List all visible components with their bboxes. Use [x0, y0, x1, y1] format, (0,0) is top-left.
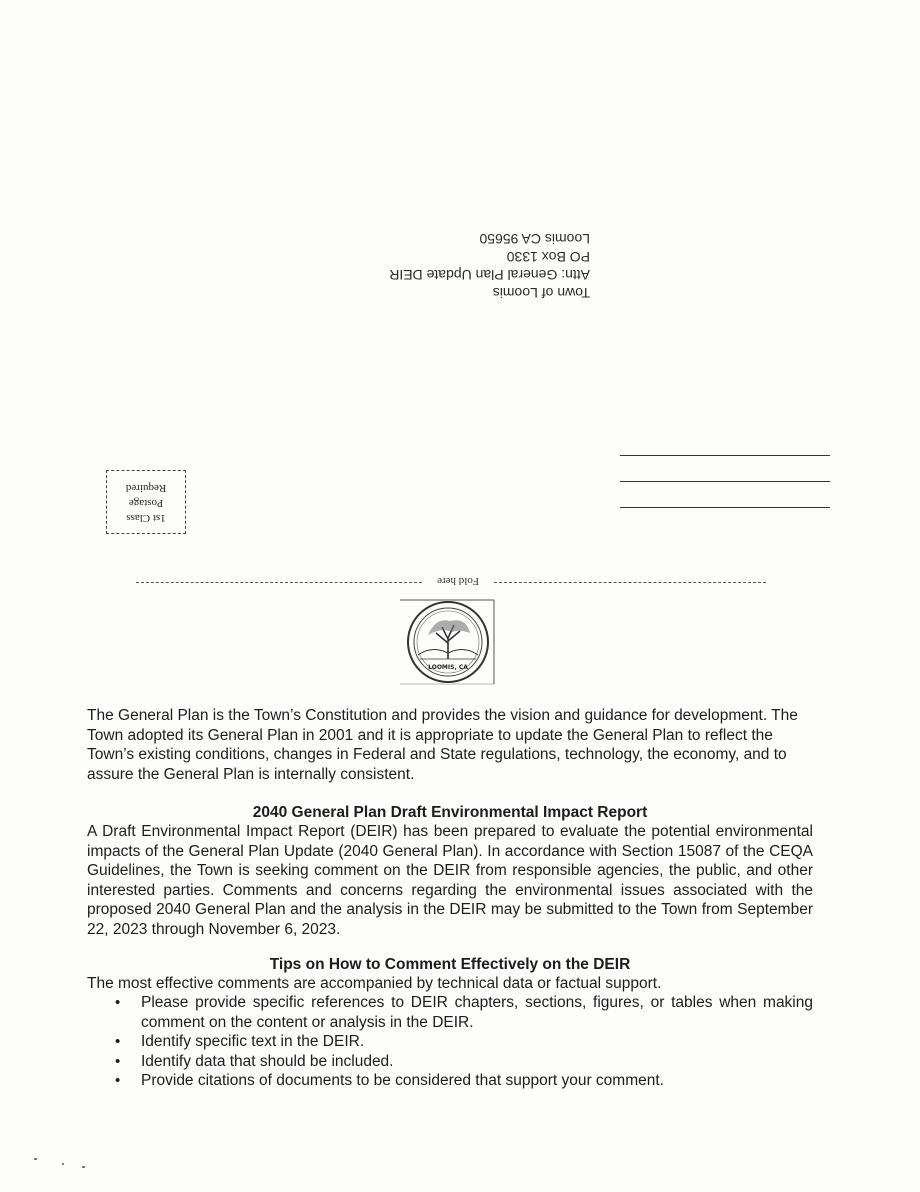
- seal-icon: [398, 599, 496, 685]
- tips-list: [113, 993, 813, 1091]
- tips-intro: The most effective comments are accompanied by technical data or factual support.: [87, 975, 662, 992]
- tips-heading: Tips on How to Comment Effectively on the DEIR: [269, 956, 631, 973]
- return-address-line: [620, 481, 830, 482]
- list-item: • Please provide specific references to DEIR chapters, sections, figures, or tables when making comment on the content or analysis in the DEIR.: [113, 993, 813, 1032]
- list-item: • Identify specific text in the DEIR.: [113, 1032, 813, 1052]
- address-line: PO Box 1330: [506, 249, 590, 265]
- mailing-address: [330, 230, 590, 302]
- return-address-line: [620, 507, 830, 508]
- list-item: • Provide citations of documents to be considered that support your comment.: [113, 1071, 813, 1091]
- postage-line: Postage: [128, 497, 164, 509]
- town-seal: [398, 599, 496, 685]
- postage-line: 1st Class: [126, 512, 166, 524]
- fold-label: Fold here: [437, 575, 479, 587]
- scan-speck: [34, 1158, 37, 1160]
- address-line: Town of Loomis: [492, 285, 590, 301]
- postage-box: [106, 470, 186, 534]
- address-line: Loomis CA 95650: [479, 231, 590, 247]
- return-address-line: [620, 455, 830, 456]
- deir-paragraph: A Draft Environmental Impact Report (DEIR) has been prepared to evaluate the potential environmental impacts of the General Plan Update (2040 General Plan). In accordance with Section 15087 of the CEQA Guidelines, the Town is seeking comment on the DEIR from responsible agencies, the public, and other interested parties. Comments and concerns regarding the environmental issues associated with the proposed 2040 General Plan and the analysis in the DEIR may be submitted to the Town from September 22, 2023 through November 6, 2023.: [87, 823, 813, 938]
- fold-line: [136, 582, 422, 583]
- scan-speck: [62, 1163, 64, 1165]
- address-line: Attn: General Plan Update DEIR: [389, 267, 590, 283]
- seal-text: LOOMIS, CA: [428, 664, 468, 671]
- fold-line: [494, 582, 766, 583]
- postage-line: Required: [125, 482, 167, 494]
- list-item: • Identify data that should be included.: [113, 1052, 813, 1072]
- scan-speck: [82, 1166, 85, 1168]
- deir-heading: 2040 General Plan Draft Environmental Impact Report: [252, 804, 648, 821]
- intro-paragraph: The General Plan is the Town’s Constitution and provides the vision and guidance for development. The Town adopted its General Plan in 2001 and it is appropriate to update the General Plan to reflect the Town’s existing conditions, changes in Federal and State regulations, technology, the economy, and to assure the General Plan is internally consistent.: [87, 707, 798, 783]
